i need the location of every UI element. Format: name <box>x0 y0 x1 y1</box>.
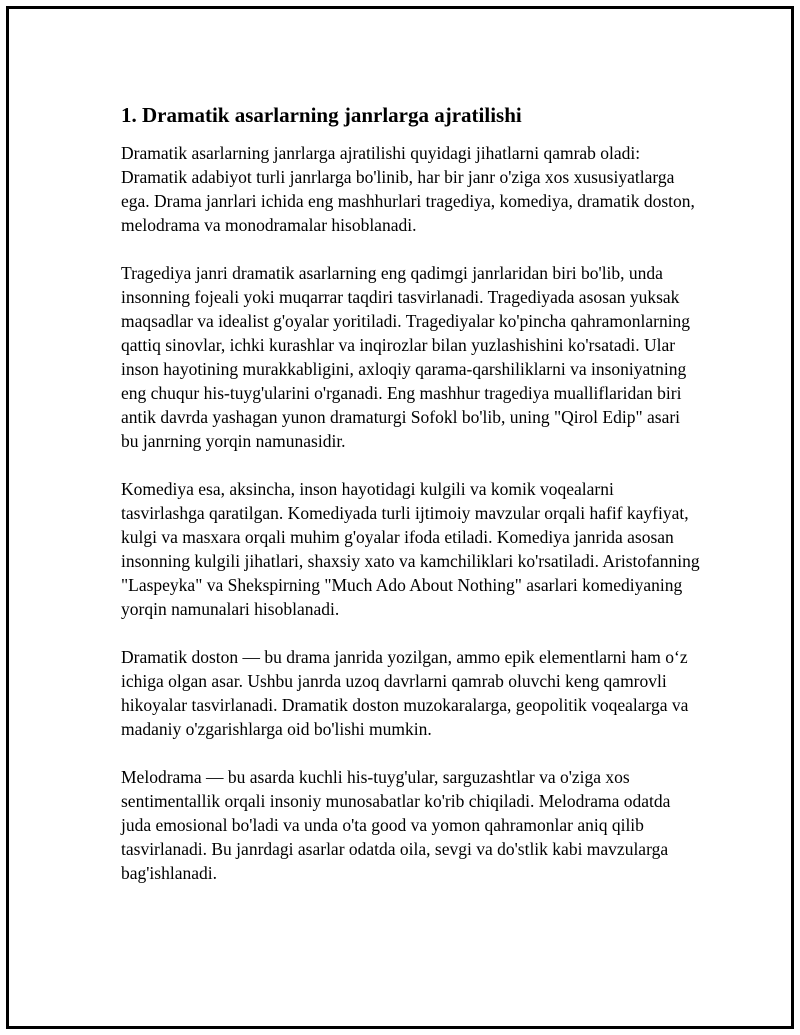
document-title: 1. Dramatik asarlarning janrlarga ajratilishi <box>121 103 522 127</box>
paragraph-intro: Dramatik asarlarning janrlarga ajratilishi quyidagi jihatlarni qamrab oladi: Dramatik adabiyot turli janrlarga bo'linib, har bir janr o'ziga xos xususiyatlarga ega. Drama janrlari ichida eng mashhurlari tragediya, komediya, dramatik doston, melodrama va monodramalar hisoblanadi. <box>121 143 695 235</box>
paragraph-comedy: Komediya esa, aksincha, inson hayotidagi kulgili va komik voqealarni tasvirlashga qaratilgan. Komediyada turli ijtimoiy mavzular orqali hafif kayfiyat, kulgi va masxara orqali muhim g'oyalar ifoda etiladi. Komediya janrida asosan insonning kulgili jihatlari, shaxsiy xato va kamchiliklari ko'rsatiladi. Aristofanning "Laspeyka" va Shekspirning "Much Ado About Nothing" asarlari komediyaning yorqin namunalari hisoblanadi. <box>121 479 700 619</box>
paragraph-tragedy: Tragediya janri dramatik asarlarning eng qadimgi janrlaridan biri bo'lib, unda insonning fojeali yoki muqarrar taqdiri tasvirlanadi. Tragediyada asosan yuksak maqsadlar va idealist g'oyalar yoritiladi. Tragediyalar ko'pincha qahramonlarning qattiq sinovlar, ichki kurashlar va inqirozlar bilan yuzlashishini ko'rsatadi. Ular inson hayotining murakkabligini, axloqiy qarama-qarshiliklarni va insoniyatning eng chuqur his-tuyg'ularini o'rganadi. Eng mashhur tragediya mualliflaridan biri antik davrda yashagan yunon dramaturgi Sofokl bo'lib, uning "Qirol Edip" asari bu janrning yorqin namunasidir. <box>121 263 691 451</box>
page-frame <box>6 6 794 1029</box>
document-body <box>121 101 701 909</box>
paragraph-melodrama: Melodrama — bu asarda kuchli his-tuyg'ular, sarguzashtlar va o'ziga xos sentimentallik orqali insoniy munosabatlar ko'rib chiqiladi. Melodrama odatda juda emosional bo'ladi va unda o'ta good va yomon qahramonlar aniq qilib tasvirlanadi. Bu janrdagi asarlar odatda oila, sevgi va do'stlik kabi mavzularga bag'ishlanadi. <box>121 767 671 883</box>
paragraph-dramatic-epic: Dramatik doston — bu drama janrida yozilgan, ammo epik elementlarni ham o‘z ichiga olgan asar. Ushbu janrda uzoq davrlarni qamrab oluvchi keng qamrovli hikoyalar tasvirlanadi. Dramatik doston muzokaralarga, geopolitik voqealarga va madaniy o'zgarishlarga oid bo'lishi mumkin. <box>121 647 689 739</box>
